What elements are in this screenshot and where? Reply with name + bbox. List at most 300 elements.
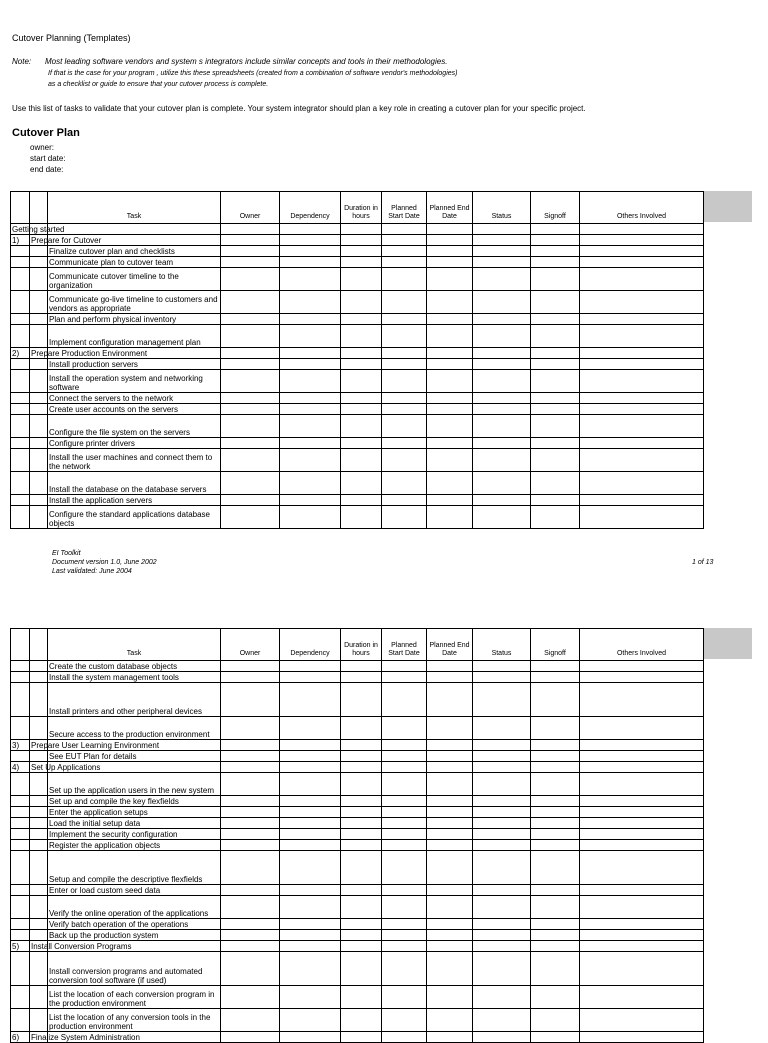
duration-cell[interactable] [341,717,382,740]
planned-start-cell[interactable] [382,359,427,370]
dependency-cell[interactable] [280,840,341,851]
duration-cell[interactable] [341,796,382,807]
others-cell[interactable] [580,807,704,818]
others-cell[interactable] [580,851,704,885]
planned-end-cell[interactable] [427,683,473,717]
planned-end-cell[interactable] [427,235,473,246]
others-cell[interactable] [580,751,704,762]
dependency-cell[interactable] [280,952,341,986]
status-cell[interactable] [473,506,531,529]
signoff-cell[interactable] [531,404,580,415]
duration-cell[interactable] [341,672,382,683]
owner-cell[interactable] [221,717,280,740]
others-cell[interactable] [580,246,704,257]
planned-end-cell[interactable] [427,415,473,438]
duration-cell[interactable] [341,246,382,257]
others-cell[interactable] [580,224,704,235]
planned-end-cell[interactable] [427,224,473,235]
signoff-cell[interactable] [531,1009,580,1032]
others-cell[interactable] [580,885,704,896]
signoff-cell[interactable] [531,773,580,796]
duration-cell[interactable] [341,268,382,291]
status-cell[interactable] [473,495,531,506]
owner-cell[interactable] [221,1009,280,1032]
dependency-cell[interactable] [280,257,341,268]
others-cell[interactable] [580,235,704,246]
planned-start-cell[interactable] [382,438,427,449]
status-cell[interactable] [473,952,531,986]
planned-end-cell[interactable] [427,751,473,762]
signoff-cell[interactable] [531,672,580,683]
signoff-cell[interactable] [531,506,580,529]
planned-start-cell[interactable] [382,829,427,840]
status-cell[interactable] [473,818,531,829]
dependency-cell[interactable] [280,661,341,672]
signoff-cell[interactable] [531,986,580,1009]
status-cell[interactable] [473,840,531,851]
planned-start-cell[interactable] [382,919,427,930]
dependency-cell[interactable] [280,246,341,257]
planned-start-cell[interactable] [382,224,427,235]
planned-start-cell[interactable] [382,1032,427,1043]
planned-end-cell[interactable] [427,404,473,415]
dependency-cell[interactable] [280,449,341,472]
duration-cell[interactable] [341,986,382,1009]
duration-cell[interactable] [341,370,382,393]
planned-end-cell[interactable] [427,438,473,449]
signoff-cell[interactable] [531,325,580,348]
owner-cell[interactable] [221,840,280,851]
signoff-cell[interactable] [531,851,580,885]
signoff-cell[interactable] [531,952,580,986]
status-cell[interactable] [473,235,531,246]
others-cell[interactable] [580,348,704,359]
planned-start-cell[interactable] [382,851,427,885]
status-cell[interactable] [473,257,531,268]
duration-cell[interactable] [341,404,382,415]
owner-cell[interactable] [221,885,280,896]
duration-cell[interactable] [341,1032,382,1043]
others-cell[interactable] [580,393,704,404]
dependency-cell[interactable] [280,404,341,415]
signoff-cell[interactable] [531,930,580,941]
duration-cell[interactable] [341,224,382,235]
dependency-cell[interactable] [280,919,341,930]
owner-cell[interactable] [221,257,280,268]
duration-cell[interactable] [341,661,382,672]
owner-cell[interactable] [221,851,280,885]
status-cell[interactable] [473,325,531,348]
duration-cell[interactable] [341,885,382,896]
status-cell[interactable] [473,930,531,941]
signoff-cell[interactable] [531,751,580,762]
others-cell[interactable] [580,495,704,506]
planned-end-cell[interactable] [427,941,473,952]
status-cell[interactable] [473,773,531,796]
planned-start-cell[interactable] [382,773,427,796]
planned-end-cell[interactable] [427,257,473,268]
signoff-cell[interactable] [531,661,580,672]
owner-cell[interactable] [221,762,280,773]
signoff-cell[interactable] [531,393,580,404]
planned-end-cell[interactable] [427,885,473,896]
dependency-cell[interactable] [280,506,341,529]
dependency-cell[interactable] [280,751,341,762]
owner-cell[interactable] [221,291,280,314]
others-cell[interactable] [580,268,704,291]
signoff-cell[interactable] [531,796,580,807]
signoff-cell[interactable] [531,885,580,896]
dependency-cell[interactable] [280,415,341,438]
planned-start-cell[interactable] [382,840,427,851]
dependency-cell[interactable] [280,268,341,291]
duration-cell[interactable] [341,235,382,246]
planned-start-cell[interactable] [382,393,427,404]
others-cell[interactable] [580,472,704,495]
signoff-cell[interactable] [531,246,580,257]
dependency-cell[interactable] [280,986,341,1009]
planned-start-cell[interactable] [382,291,427,314]
duration-cell[interactable] [341,818,382,829]
dependency-cell[interactable] [280,438,341,449]
planned-start-cell[interactable] [382,404,427,415]
signoff-cell[interactable] [531,268,580,291]
status-cell[interactable] [473,796,531,807]
others-cell[interactable] [580,325,704,348]
status-cell[interactable] [473,224,531,235]
planned-end-cell[interactable] [427,807,473,818]
signoff-cell[interactable] [531,807,580,818]
status-cell[interactable] [473,1009,531,1032]
status-cell[interactable] [473,661,531,672]
others-cell[interactable] [580,257,704,268]
planned-end-cell[interactable] [427,370,473,393]
owner-cell[interactable] [221,952,280,986]
owner-cell[interactable] [221,740,280,751]
owner-cell[interactable] [221,370,280,393]
planned-start-cell[interactable] [382,683,427,717]
owner-cell[interactable] [221,1032,280,1043]
owner-cell[interactable] [221,818,280,829]
status-cell[interactable] [473,449,531,472]
owner-cell[interactable] [221,773,280,796]
planned-start-cell[interactable] [382,495,427,506]
dependency-cell[interactable] [280,807,341,818]
status-cell[interactable] [473,851,531,885]
others-cell[interactable] [580,840,704,851]
planned-end-cell[interactable] [427,449,473,472]
status-cell[interactable] [473,472,531,495]
owner-cell[interactable] [221,359,280,370]
duration-cell[interactable] [341,506,382,529]
status-cell[interactable] [473,404,531,415]
planned-start-cell[interactable] [382,740,427,751]
dependency-cell[interactable] [280,291,341,314]
owner-cell[interactable] [221,751,280,762]
planned-start-cell[interactable] [382,896,427,919]
duration-cell[interactable] [341,472,382,495]
planned-start-cell[interactable] [382,807,427,818]
status-cell[interactable] [473,348,531,359]
duration-cell[interactable] [341,683,382,717]
dependency-cell[interactable] [280,896,341,919]
status-cell[interactable] [473,885,531,896]
planned-start-cell[interactable] [382,268,427,291]
planned-start-cell[interactable] [382,762,427,773]
duration-cell[interactable] [341,840,382,851]
planned-end-cell[interactable] [427,348,473,359]
planned-end-cell[interactable] [427,829,473,840]
dependency-cell[interactable] [280,818,341,829]
status-cell[interactable] [473,751,531,762]
planned-end-cell[interactable] [427,246,473,257]
others-cell[interactable] [580,1009,704,1032]
others-cell[interactable] [580,762,704,773]
dependency-cell[interactable] [280,359,341,370]
signoff-cell[interactable] [531,438,580,449]
duration-cell[interactable] [341,438,382,449]
owner-cell[interactable] [221,506,280,529]
owner-cell[interactable] [221,672,280,683]
others-cell[interactable] [580,438,704,449]
planned-start-cell[interactable] [382,751,427,762]
status-cell[interactable] [473,807,531,818]
status-cell[interactable] [473,740,531,751]
signoff-cell[interactable] [531,348,580,359]
owner-cell[interactable] [221,472,280,495]
planned-end-cell[interactable] [427,717,473,740]
duration-cell[interactable] [341,829,382,840]
signoff-cell[interactable] [531,257,580,268]
signoff-cell[interactable] [531,840,580,851]
planned-start-cell[interactable] [382,246,427,257]
status-cell[interactable] [473,370,531,393]
dependency-cell[interactable] [280,1009,341,1032]
owner-cell[interactable] [221,415,280,438]
duration-cell[interactable] [341,807,382,818]
duration-cell[interactable] [341,851,382,885]
duration-cell[interactable] [341,941,382,952]
planned-start-cell[interactable] [382,415,427,438]
signoff-cell[interactable] [531,941,580,952]
planned-start-cell[interactable] [382,506,427,529]
dependency-cell[interactable] [280,672,341,683]
duration-cell[interactable] [341,896,382,919]
duration-cell[interactable] [341,952,382,986]
owner-cell[interactable] [221,829,280,840]
owner-cell[interactable] [221,438,280,449]
others-cell[interactable] [580,986,704,1009]
dependency-cell[interactable] [280,762,341,773]
others-cell[interactable] [580,672,704,683]
dependency-cell[interactable] [280,348,341,359]
signoff-cell[interactable] [531,314,580,325]
planned-end-cell[interactable] [427,896,473,919]
planned-end-cell[interactable] [427,818,473,829]
duration-cell[interactable] [341,393,382,404]
dependency-cell[interactable] [280,325,341,348]
duration-cell[interactable] [341,348,382,359]
planned-start-cell[interactable] [382,325,427,348]
others-cell[interactable] [580,717,704,740]
planned-start-cell[interactable] [382,952,427,986]
others-cell[interactable] [580,930,704,941]
planned-end-cell[interactable] [427,762,473,773]
duration-cell[interactable] [341,762,382,773]
dependency-cell[interactable] [280,1032,341,1043]
signoff-cell[interactable] [531,896,580,919]
status-cell[interactable] [473,672,531,683]
signoff-cell[interactable] [531,818,580,829]
planned-end-cell[interactable] [427,359,473,370]
planned-end-cell[interactable] [427,506,473,529]
owner-cell[interactable] [221,246,280,257]
planned-end-cell[interactable] [427,661,473,672]
planned-start-cell[interactable] [382,986,427,1009]
others-cell[interactable] [580,1032,704,1043]
planned-end-cell[interactable] [427,986,473,1009]
dependency-cell[interactable] [280,885,341,896]
others-cell[interactable] [580,952,704,986]
status-cell[interactable] [473,246,531,257]
planned-end-cell[interactable] [427,740,473,751]
planned-end-cell[interactable] [427,851,473,885]
duration-cell[interactable] [341,291,382,314]
planned-end-cell[interactable] [427,291,473,314]
owner-cell[interactable] [221,986,280,1009]
status-cell[interactable] [473,896,531,919]
signoff-cell[interactable] [531,683,580,717]
others-cell[interactable] [580,941,704,952]
planned-start-cell[interactable] [382,370,427,393]
others-cell[interactable] [580,359,704,370]
signoff-cell[interactable] [531,359,580,370]
owner-cell[interactable] [221,449,280,472]
planned-end-cell[interactable] [427,952,473,986]
owner-cell[interactable] [221,661,280,672]
owner-cell[interactable] [221,325,280,348]
planned-end-cell[interactable] [427,930,473,941]
planned-start-cell[interactable] [382,449,427,472]
duration-cell[interactable] [341,314,382,325]
planned-start-cell[interactable] [382,314,427,325]
owner-cell[interactable] [221,348,280,359]
signoff-cell[interactable] [531,919,580,930]
planned-end-cell[interactable] [427,495,473,506]
duration-cell[interactable] [341,773,382,796]
planned-end-cell[interactable] [427,919,473,930]
signoff-cell[interactable] [531,449,580,472]
others-cell[interactable] [580,415,704,438]
signoff-cell[interactable] [531,235,580,246]
duration-cell[interactable] [341,919,382,930]
dependency-cell[interactable] [280,370,341,393]
planned-start-cell[interactable] [382,235,427,246]
dependency-cell[interactable] [280,683,341,717]
others-cell[interactable] [580,683,704,717]
owner-cell[interactable] [221,919,280,930]
planned-end-cell[interactable] [427,1009,473,1032]
owner-cell[interactable] [221,268,280,291]
owner-cell[interactable] [221,314,280,325]
owner-cell[interactable] [221,495,280,506]
planned-end-cell[interactable] [427,325,473,348]
status-cell[interactable] [473,1032,531,1043]
planned-end-cell[interactable] [427,393,473,404]
owner-cell[interactable] [221,807,280,818]
status-cell[interactable] [473,314,531,325]
others-cell[interactable] [580,829,704,840]
dependency-cell[interactable] [280,495,341,506]
signoff-cell[interactable] [531,370,580,393]
status-cell[interactable] [473,829,531,840]
status-cell[interactable] [473,359,531,370]
signoff-cell[interactable] [531,762,580,773]
owner-cell[interactable] [221,896,280,919]
others-cell[interactable] [580,818,704,829]
planned-end-cell[interactable] [427,314,473,325]
planned-end-cell[interactable] [427,773,473,796]
signoff-cell[interactable] [531,1032,580,1043]
status-cell[interactable] [473,415,531,438]
duration-cell[interactable] [341,257,382,268]
dependency-cell[interactable] [280,851,341,885]
dependency-cell[interactable] [280,773,341,796]
others-cell[interactable] [580,740,704,751]
planned-start-cell[interactable] [382,717,427,740]
dependency-cell[interactable] [280,472,341,495]
duration-cell[interactable] [341,325,382,348]
dependency-cell[interactable] [280,829,341,840]
others-cell[interactable] [580,449,704,472]
dependency-cell[interactable] [280,717,341,740]
planned-end-cell[interactable] [427,268,473,291]
others-cell[interactable] [580,370,704,393]
others-cell[interactable] [580,404,704,415]
status-cell[interactable] [473,291,531,314]
dependency-cell[interactable] [280,224,341,235]
owner-cell[interactable] [221,941,280,952]
duration-cell[interactable] [341,930,382,941]
planned-start-cell[interactable] [382,941,427,952]
planned-start-cell[interactable] [382,796,427,807]
status-cell[interactable] [473,717,531,740]
dependency-cell[interactable] [280,235,341,246]
signoff-cell[interactable] [531,291,580,314]
owner-cell[interactable] [221,404,280,415]
status-cell[interactable] [473,393,531,404]
status-cell[interactable] [473,941,531,952]
planned-end-cell[interactable] [427,840,473,851]
others-cell[interactable] [580,896,704,919]
planned-start-cell[interactable] [382,672,427,683]
duration-cell[interactable] [341,415,382,438]
owner-cell[interactable] [221,683,280,717]
owner-cell[interactable] [221,393,280,404]
status-cell[interactable] [473,919,531,930]
duration-cell[interactable] [341,740,382,751]
dependency-cell[interactable] [280,941,341,952]
planned-start-cell[interactable] [382,1009,427,1032]
duration-cell[interactable] [341,449,382,472]
others-cell[interactable] [580,773,704,796]
planned-start-cell[interactable] [382,348,427,359]
duration-cell[interactable] [341,1009,382,1032]
dependency-cell[interactable] [280,930,341,941]
planned-end-cell[interactable] [427,672,473,683]
signoff-cell[interactable] [531,224,580,235]
status-cell[interactable] [473,986,531,1009]
